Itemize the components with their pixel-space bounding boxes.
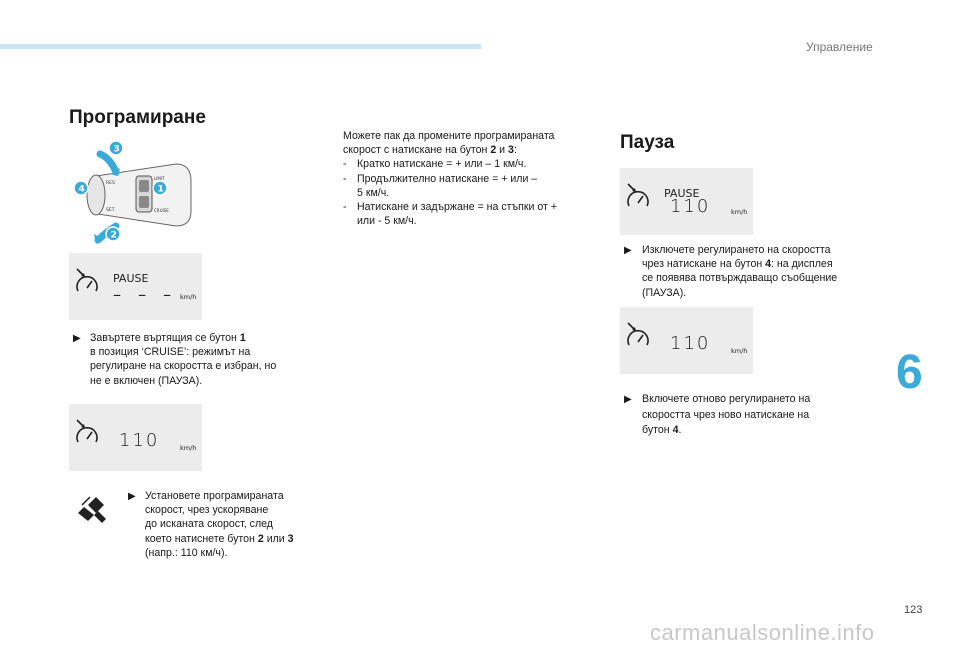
speed-unit: km/h — [180, 293, 197, 301]
display-pause-110 — [620, 168, 753, 235]
speedometer-icon — [75, 418, 99, 448]
bullet-icon: ▶ — [73, 333, 81, 344]
section-title-pause: Пауза — [620, 132, 675, 153]
speed-unit: km/h — [731, 208, 748, 216]
speed-value: 110 — [119, 430, 160, 451]
bullet-icon: ▶ — [624, 394, 632, 405]
stalk-badge-3: 3 — [113, 144, 120, 155]
speed-unit: km/h — [180, 444, 197, 452]
display-speed-110-resumed — [620, 307, 753, 374]
list-item: - Натискане и задържане = на стъпки от + или - 5 км/ч. — [343, 201, 558, 228]
page-number: 123 — [904, 604, 923, 616]
speedometer-icon — [75, 267, 99, 297]
bullet-icon: ▶ — [624, 245, 632, 256]
bullet-icon: ▶ — [128, 491, 136, 502]
paragraph-disable-cruise: Изключете регулирането на скоростта чрез натискане на бутон 4: на дисплея се появява потвърждаващо съобщение (ПАУЗА). — [642, 244, 838, 299]
speed-value: 110 — [670, 333, 711, 354]
stalk-badge-2: 2 — [110, 230, 117, 241]
chapter-title: Управление — [806, 40, 873, 54]
speed-dashes: – – – — [113, 285, 178, 304]
speed-value: 110 — [670, 196, 711, 217]
stalk-badge-4: 4 — [78, 184, 85, 195]
speedometer-icon — [626, 182, 650, 212]
chapter-number: 6 — [896, 346, 923, 399]
paragraph-set-speed: Установете програмираната скорост, чрез ускоряване до исканата скорост, след което натиснете бутон 2 или 3 (напр.: 110 км/ч). — [145, 490, 294, 559]
stalk-label-res: RES — [106, 181, 115, 186]
speed-unit: km/h — [731, 347, 748, 355]
stalk-label-cruise: CRUISE — [154, 208, 169, 213]
list-item: - Кратко натискане = + или – 1 км/ч. — [343, 158, 527, 171]
stalk-badge-1: 1 — [157, 184, 164, 195]
stalk-label-limit: LIMIT — [154, 176, 165, 181]
paragraph-turn-knob: Завъртете въртящия се бутон 1 в позиция ‘CRUISE’: режимът на регулиране на скоростта е избран, но не е включен (ПАУЗА). — [90, 332, 277, 387]
display-pause-dashes — [69, 253, 202, 320]
watermark: carmanualsonline.info — [650, 620, 875, 645]
display-speed-110 — [69, 404, 202, 471]
pause-message: PAUSE — [113, 272, 149, 285]
paragraph-adjust-speed: Можете пак да промените програмираната скорост с натискане на бутон 2 и 3: - Кратко натискане = + или – 1 км/ч. - Продължително натискане = + или – 5 км/ч. - Натискане и задържане = на стъпки от + или - 5 км/ч. — [343, 129, 608, 228]
section-title-programming: Програмиране — [69, 107, 206, 128]
stalk-label-set: SET — [106, 208, 115, 213]
accelerator-pedal-icon — [74, 493, 110, 529]
speedometer-icon — [626, 321, 650, 351]
list-item: - Продължително натискане = + или – 5 км/ч. — [343, 172, 538, 199]
paragraph-resume-cruise: Включете отново регулирането на скоростта чрез ново натискане на бутон 4. — [642, 393, 811, 436]
top-accent-bar — [0, 44, 481, 49]
pause-message: PAUSE — [664, 187, 700, 200]
cruise-stalk-illustration — [66, 136, 206, 246]
